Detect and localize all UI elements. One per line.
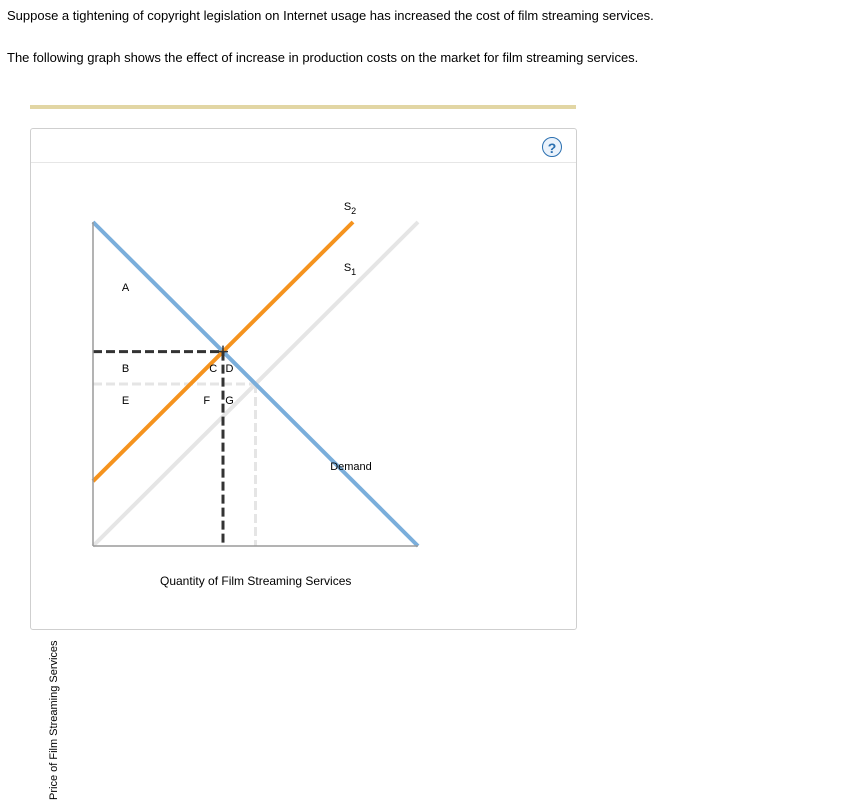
y-axis-label: Price of Film Streaming Services xyxy=(48,640,60,800)
question-text-1: Suppose a tightening of copyright legislation on Internet usage has increased the cost of film streaming services. xyxy=(7,8,654,23)
area-label-f: F xyxy=(203,395,211,408)
area-label-g: G xyxy=(225,395,234,408)
help-icon[interactable]: ? xyxy=(542,137,562,157)
area-label-c: C xyxy=(209,362,218,375)
s2-label: $S_2$ xyxy=(343,201,357,216)
s1-label: $S_1$ xyxy=(343,262,357,277)
area-label-b: B xyxy=(121,362,130,375)
x-axis-label: Quantity of Film Streaming Services xyxy=(160,574,352,588)
area-label-a: A xyxy=(121,281,130,294)
question-text-2: The following graph shows the effect of increase in production costs on the market for film streaming services. xyxy=(7,50,639,65)
demand-label: Demand xyxy=(330,461,372,473)
area-label-d: D xyxy=(225,362,234,375)
area-label-e: E xyxy=(121,395,130,408)
